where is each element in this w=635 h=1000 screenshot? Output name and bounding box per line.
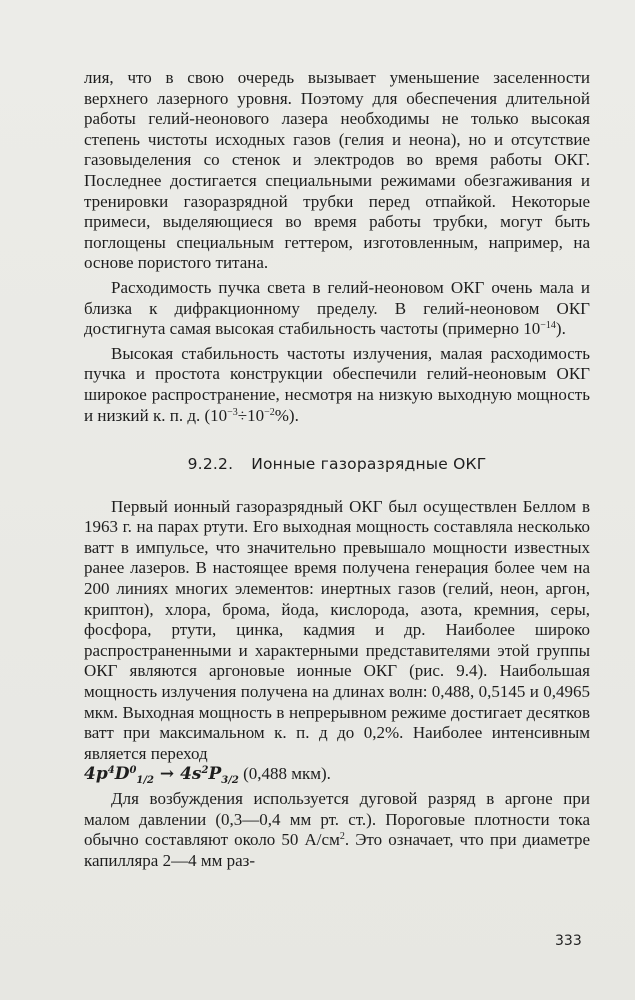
paragraph-text: . Это означает, что при диаметре капилляра 2—4 мм раз- — [84, 830, 590, 870]
paragraph-divergence — [84, 278, 590, 340]
section-heading — [84, 454, 590, 475]
superscript: −3 — [227, 406, 238, 418]
formula-superscript: 4 — [107, 765, 115, 777]
formula-superscript: 0 — [129, 765, 137, 777]
superscript: −2 — [264, 406, 275, 418]
paragraph-ion-lasers — [84, 497, 590, 785]
paragraph-excitation — [84, 789, 590, 871]
formula-part: 4p — [84, 764, 108, 785]
paragraph-text: ÷10 — [237, 405, 265, 425]
paragraph-text: Для возбуждения используется дуговой разряд в аргоне при малом давлении (0,3—0,4 мм рт. ст.). Пороговые плотности тока обычно составляют около 50 А/см — [84, 789, 590, 850]
paragraph-continued — [84, 68, 590, 274]
transition-formula — [84, 764, 331, 787]
section-number: 9.2.2. — [187, 455, 234, 474]
section-title: Ионные газоразрядные ОКГ — [251, 455, 487, 474]
superscript: 2 — [339, 831, 345, 843]
formula-superscript: 2 — [201, 765, 209, 777]
page-number: 333 — [555, 933, 582, 949]
formula-part: P — [208, 764, 222, 785]
paragraph-text: ). — [555, 319, 566, 339]
paragraph-text: Высокая стабильность частоты излучения, малая расходимость пучка и простота конструкции обеспечили гелий-неоновым ОКГ широкое распространение, несмотря на низкую выходную мощность и низкий к. п. д. (10 — [84, 343, 590, 425]
paragraph-text: Первый ионный газоразрядный ОКГ был осуществлен Беллом в 1963 г. на парах ртути. Его выходная мощность составляла несколько ватт в импульсе, что значительно превышало мощности известных ранее лазеров. В настоящее время получена генерация более чем на 200 линиях многих элементов: инертных газов (гелий, неон, аргон, криптон), хлора, брома, йода, кислорода, азота, кремния, серы, фосфора, ртути, цинка, кадмия и др. Наиболее широко распространенными и характерными представителями этой группы ОКГ являются аргоновые ионные ОКГ (рис. 9.4). Наибольшая мощность излучения получена на длинах волн: 0,488, 0,5145 и 0,4965 мкм. Выходная мощность в непрерывном режиме достигает десятков ватт при максимальном к. п. д до 0,2%. Наиболее интенсивным является переход — [84, 496, 590, 763]
superscript: −14 — [540, 320, 556, 332]
paragraph-text: Расходимость пучка света в гелий-неоновом ОКГ очень мала и близка к дифракционному пределу. В гелий-неоновом ОКГ достигнута самая высокая стабильность частоты (примерно 10 — [84, 277, 590, 339]
paragraph-stability — [84, 344, 590, 426]
page-text — [84, 68, 590, 871]
formula-part: → 4s — [153, 764, 202, 785]
paragraph-text: %). — [274, 405, 299, 425]
formula-part: D — [114, 764, 130, 785]
formula-wavelength: (0,488 мкм). — [238, 764, 331, 784]
formula-subscript: 3/2 — [221, 775, 239, 787]
formula-subscript: 1/2 — [136, 775, 154, 787]
paragraph-text: лия, что в свою очередь вызывает уменьшение заселенности верхнего лазерного уровня. Поэтому для обеспечения длительной работы гелий-неонового лазера необходимы не только высокая степень чистоты исходных газов (гелия и неона), но и отсутствие газовыделения со стенок и электродов во время работы ОКГ. Последнее достигается специальными режимами обезгаживания и тренировки газоразрядной трубки перед отпайкой. Некоторые примеси, выделяющиеся во время работы трубки, могут быть поглощены специальным геттером, изготовленным, например, на основе пористого титана. — [84, 68, 590, 273]
